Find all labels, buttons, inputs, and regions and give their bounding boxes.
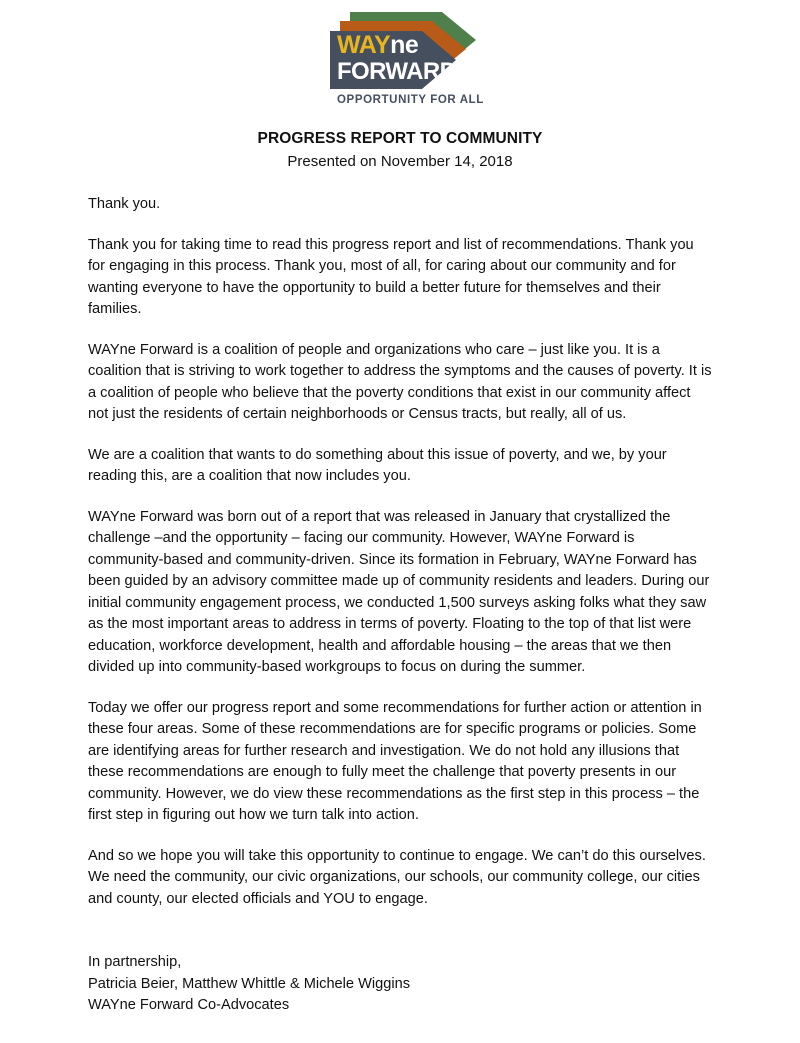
wayne-forward-logo <box>324 12 484 108</box>
signoff-names: Patricia Beier, Matthew Whittle & Michele Wiggins <box>88 975 410 992</box>
body-paragraph: Today we offer our progress report and some recommendations for further action or attention in these four areas. Some of these recommendations are for specific programs or policies. Some are identifying areas for further research and investigation. We do not hold any illusions that these recommendations are enough to fully meet the challenge that poverty presents in our community. However, we do view these recommendations as the first step in this process – the first step in figuring out how we turn talk into action. <box>88 699 702 823</box>
logo-wordmark-line1 <box>337 33 447 58</box>
signoff-closing: In partnership, <box>88 954 182 970</box>
page-title: PROGRESS REPORT TO COMMUNITY <box>257 130 543 147</box>
document-body <box>0 194 800 1017</box>
logo-text-ne: ne <box>390 31 419 59</box>
logo-wordmark <box>337 31 457 85</box>
body-paragraph: WAYne Forward was born out of a report that was released in January that crystallized the challenge –and the opportunity – facing our community. However, WAYne Forward is community-based and community-driven. Since its formation in February, WAYne Forward has been guided by an advisory committee made up of community residents and leaders. During our initial community engagement process, we conducted 1,500 surveys asking folks what they saw as the most important areas to address in terms of poverty. Floating to the top of that list were education, workforce development, health and affordable housing – the areas that we then divided up into community-based workgroups to focus on during the summer. <box>88 508 710 675</box>
signoff-block <box>88 952 712 1017</box>
page-subtitle: Presented on November 14, 2018 <box>287 153 513 170</box>
logo-text-way: WAY <box>337 31 391 59</box>
logo-text-forward: FORWARD <box>337 58 457 85</box>
body-paragraph: And so we hope you will take this opportunity to continue to engage. We can’t do this ourselves. We need the community, our civic organizations, our schools, our community college, our cities and county, our elected officials and YOU to engage. <box>88 847 706 907</box>
title-block <box>0 130 800 170</box>
body-paragraph: WAYne Forward is a coalition of people and organizations who care – just like you. It is a coalition that is striving to work together to address the symptoms and the causes of poverty. It is a coalition of people who believe that the poverty conditions that exist in our community affect not just the residents of certain neighborhoods or Census tracts, but really, all of us. <box>88 341 712 422</box>
logo-tagline: OPPORTUNITY FOR ALL <box>337 94 484 106</box>
logo-header <box>0 0 800 108</box>
signoff-role: WAYne Forward Co-Advocates <box>88 997 290 1013</box>
body-paragraph: Thank you. <box>88 196 161 212</box>
body-paragraph: We are a coalition that wants to do something about this issue of poverty, and we, by your reading this, are a coalition that now includes you. <box>88 446 667 484</box>
body-paragraph: Thank you for taking time to read this progress report and list of recommendations. Thank you for engaging in this process. Thank you, most of all, for caring about our community and for wanting everyone to have the opportunity to build a better future for themselves and their families. <box>88 236 694 317</box>
